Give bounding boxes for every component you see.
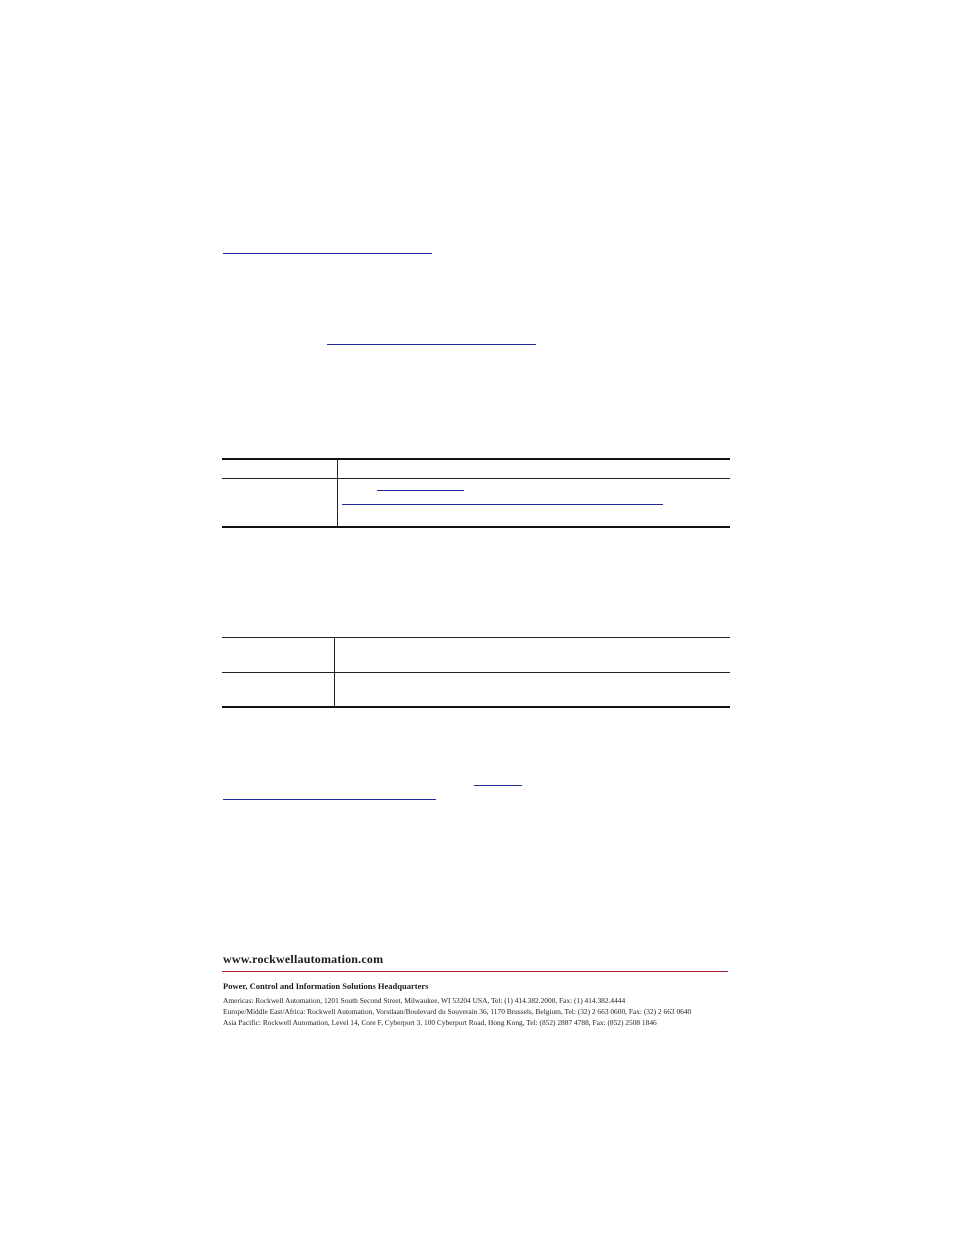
table-top-rule [222, 458, 730, 460]
address-asia-pacific: Asia Pacific: Rockwell Automation, Level 14, Core F, Cyberport 3, 100 Cyberport Road, Hong Kong, Tel: (852) 2887 4788, Fax: (852) 2508 1846 [223, 1018, 657, 1027]
table-column-divider [337, 459, 338, 527]
knowledgebase-link[interactable] [327, 344, 536, 345]
website-link[interactable]: www.rockwellautomation.com [223, 952, 384, 966]
support-link[interactable] [223, 253, 432, 254]
table-link-url[interactable] [342, 504, 663, 505]
table-link[interactable] [377, 490, 464, 491]
table-column-divider [334, 637, 335, 707]
table-bottom-rule [222, 706, 730, 708]
table-row-rule [222, 672, 730, 673]
headquarters-title: Power, Control and Information Solutions Headquarters [223, 981, 429, 991]
literature-link[interactable] [223, 799, 436, 800]
table-header-rule [222, 478, 730, 479]
table-top-rule [222, 637, 730, 638]
address-americas: Americas: Rockwell Automation, 1201 South Second Street, Milwaukee, WI 53204 USA, Tel: (1) 414.382.2000, Fax: (1) 414.382.4444 [223, 996, 626, 1005]
address-emea: Europe/Middle East/Africa: Rockwell Automation, Vorstlaan/Boulevard du Souverain 36, 1170 Brussels, Belgium, Tel: (32) 2 663 0600, Fax: (32) 2 663 0640 [223, 1007, 692, 1016]
table-bottom-rule [222, 526, 730, 528]
footer-divider [222, 971, 728, 972]
feedback-link[interactable] [474, 785, 522, 786]
